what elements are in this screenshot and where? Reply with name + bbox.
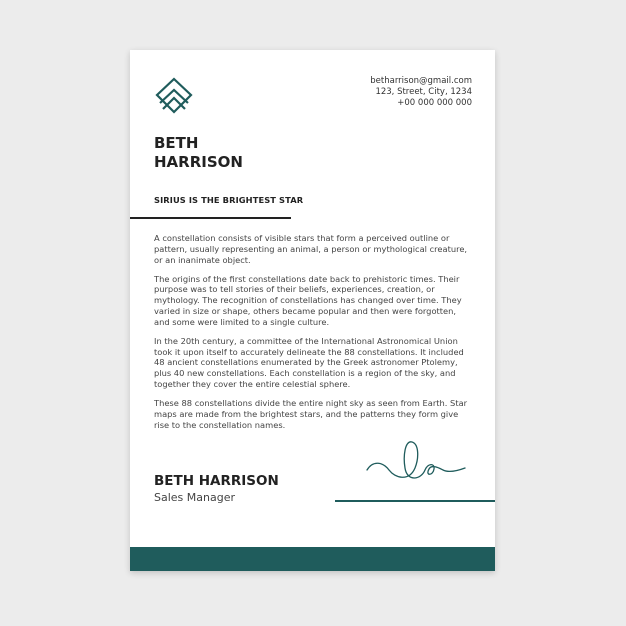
letterhead-page (130, 50, 495, 571)
contact-email: betharrison@gmail.com (370, 76, 472, 86)
letter-body (154, 233, 472, 439)
signatory-name: BETH HARRISON (154, 473, 279, 489)
body-paragraph: A constellation consists of visible stars that form a perceived outline or pattern, usually representing an animal, a person or mythological creature, or an inanimate object. (154, 233, 468, 265)
handwritten-signature-icon (365, 438, 467, 488)
signatory-title: Sales Manager (154, 491, 235, 504)
footer-band (130, 547, 495, 571)
contact-phone: +00 000 000 000 (397, 98, 472, 108)
letter-subject: SIRIUS IS THE BRIGHTEST STAR (154, 195, 304, 205)
header-last-name: HARRISON (154, 153, 243, 171)
body-paragraph: These 88 constellations divide the entire night sky as seen from Earth. Star maps are made from the brightest stars, and the patterns they form give rise to the constellation names. (154, 397, 468, 430)
layered-leaf-logo-icon (152, 76, 196, 116)
subject-divider (130, 217, 291, 219)
contact-block (370, 76, 472, 109)
signature-underline (335, 500, 495, 502)
header-name (154, 134, 243, 172)
body-paragraph: The origins of the first constellations date back to prehistoric times. Their purpose was to tell stories of their beliefs, experiences, creation, or mythology. The recognition of constellations has changed over time. They varied in size or shape, others became popular and then were forgotten, and some were limited to a single culture. (154, 273, 462, 327)
contact-address: 123, Street, City, 1234 (375, 87, 472, 97)
body-paragraph: In the 20th century, a committee of the International Astronomical Union took it upon itself to accurately delineate the 88 constellations. It included 48 ancient constellations enumerated by the Greek astronomer Ptolemy, plus 40 new constellations. Each constellation is a region of the sky, and together they cover the entire celestial sphere. (154, 335, 464, 389)
header-first-name: BETH (154, 134, 199, 152)
